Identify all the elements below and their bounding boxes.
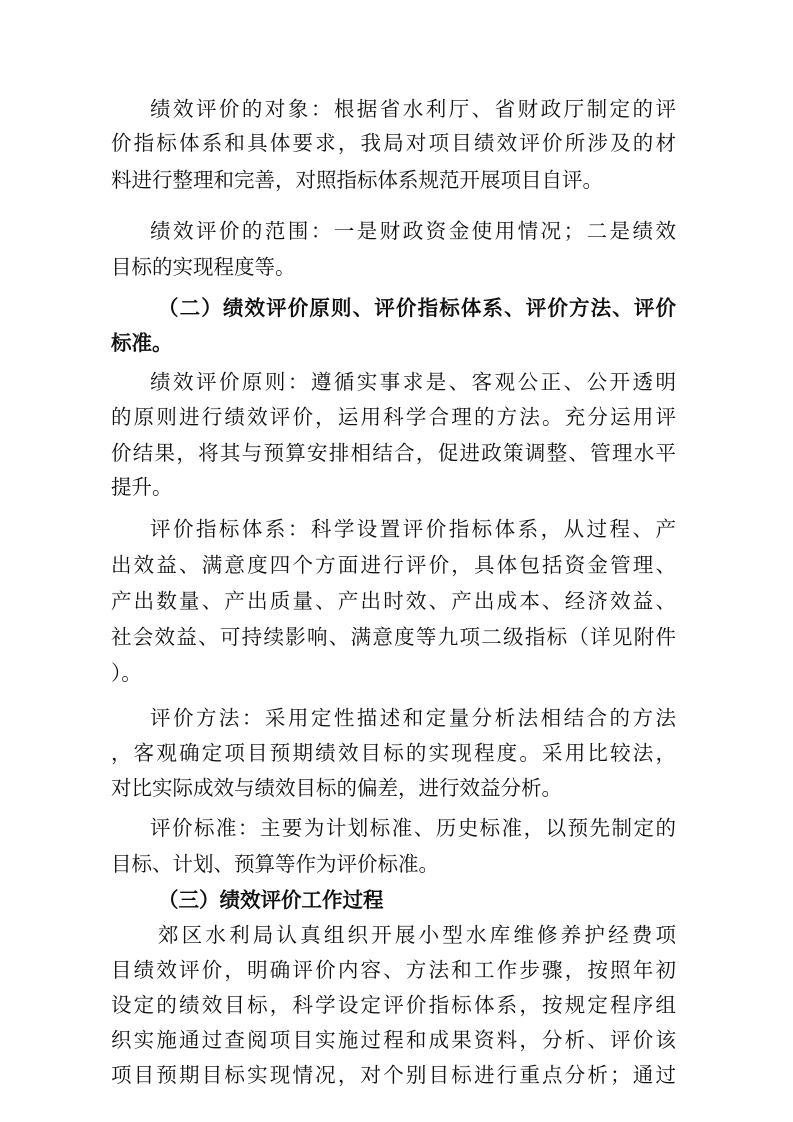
section-heading: （三）绩效评价工作过程 [158,888,384,912]
section-heading: （二）绩效评价原则、评价指标体系、评价方法、评价 [158,296,676,320]
section-heading: 标准。 [111,331,173,355]
text-line: 评价方法：采用定性描述和定量分析法相结合的方法 [150,706,676,730]
text-line: 绩效评价的范围：一是财政资金使用情况；二是绩效 [150,219,676,243]
text-line: 设定的绩效目标，科学设定评价指标体系，按规定程序组 [111,993,676,1017]
text-line: 绩效评价原则：遵循实事求是、客观公正、公开透明 [150,370,676,394]
text-line: 评价指标体系：科学设置评价指标体系，从过程、产 [150,517,676,541]
text-line: 价指标体系和具体要求，我局对项目绩效评价所涉及的材 [111,131,676,155]
text-line: 绩效评价的对象：根据省水利厅、省财政厅制定的评 [150,97,676,121]
text-line: 对比实际成效与绩效目标的偏差，进行效益分析。 [111,776,562,800]
text-line: 项目预期目标实现情况，对个别目标进行重点分析；通过 [111,1063,676,1087]
text-line: 出效益、满意度四个方面进行评价，具体包括资金管理、 [111,553,676,577]
text-line: ，客观确定项目预期绩效目标的实现程度。采用比较法， [111,741,676,765]
text-line: 价结果，将其与预算安排相结合，促进政策调整、管理水平 [111,441,676,465]
text-line: 料进行整理和完善，对照指标体系规范开展项目自评。 [111,168,603,192]
text-line: 目绩效评价，明确评价内容、方法和工作步骤，按照年初 [111,958,676,982]
text-line: 织实施通过查阅项目实施过程和成果资料，分析、评价该 [111,1028,676,1052]
text-line: 社会效益、可持续影响、满意度等九项二级指标（详见附件 [111,625,676,649]
text-line: 郊区水利局认真组织开展小型水库维修养护经费项 [158,923,676,947]
text-line: 提升。 [111,475,173,499]
text-line: 产出数量、产出质量、产出时效、产出成本、经济效益、 [111,589,676,613]
text-line: 的原则进行绩效评价，运用科学合理的方法。充分运用评 [111,405,676,429]
text-line: 评价标准：主要为计划标准、历史标准，以预先制定的 [150,816,676,840]
text-line: 目标的实现程度等。 [111,255,296,279]
text-line: ）。 [111,661,142,685]
text-line: 目标、计划、预算等作为评价标准。 [111,852,439,876]
